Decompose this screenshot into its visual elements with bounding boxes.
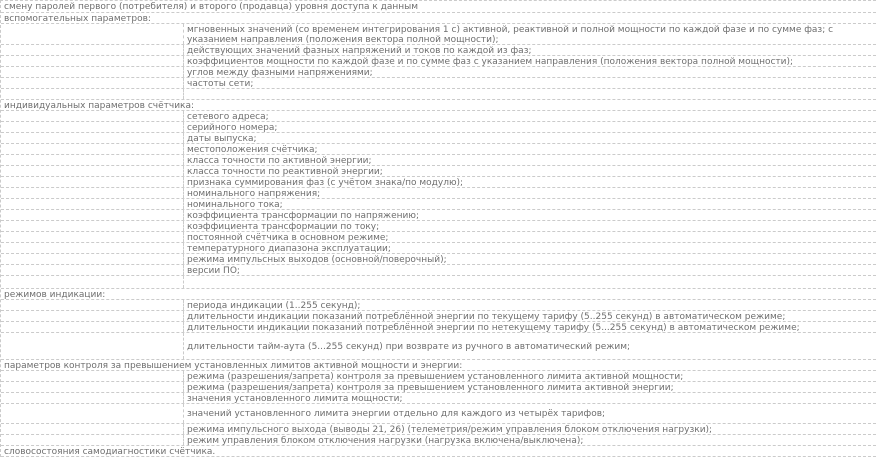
item-cell [184,232,876,242]
item-row [1,371,876,382]
item-cell [184,254,876,264]
item-cell [184,371,876,381]
indent-cell [1,435,184,445]
item-cell [184,111,876,121]
indent-cell [1,78,184,88]
indent-cell [1,276,184,288]
item-cell [184,393,876,403]
item-row [1,111,876,122]
item-row [1,424,876,435]
spacer-row [1,276,876,289]
item-row [1,322,876,333]
indent-cell [1,111,184,121]
item-cell [184,24,876,44]
indent-cell [1,424,184,434]
item-row [1,232,876,243]
indent-cell [1,221,184,231]
item-row [1,122,876,133]
item-label: номинального напряжения; [187,189,321,199]
section-row [1,446,876,457]
item-label: длительности индикации показаний потреблённой энергии по текущему тарифу (5..255 секунд) в автоматическом режиме; [187,312,786,322]
item-row [1,435,876,446]
item-cell [184,199,876,209]
item-row [1,265,876,276]
indent-cell [1,371,184,381]
item-row [1,56,876,67]
item-cell [184,144,876,154]
spacer-row [1,89,876,100]
item-label: постоянной счётчика в основном режиме; [187,233,389,243]
item-row [1,300,876,311]
indent-cell [1,243,184,253]
indent-cell [1,177,184,187]
indent-cell [1,404,184,423]
item-cell [184,322,876,332]
item-row [1,199,876,210]
item-row [1,133,876,144]
item-label: коэффициента трансформации по напряжению; [187,211,419,221]
item-row [1,404,876,424]
indent-cell [1,166,184,176]
indent-cell [1,188,184,198]
item-label: серийного номера; [187,123,278,133]
item-cell [184,177,876,187]
item-label: местоположения счётчика; [187,145,318,155]
indent-cell [1,300,184,310]
indent-cell [1,393,184,403]
indent-cell [1,199,184,209]
item-row [1,382,876,393]
item-cell [184,243,876,253]
indent-cell [1,210,184,220]
item-cell [184,56,876,66]
item-row [1,177,876,188]
item-cell [184,404,876,423]
item-row [1,243,876,254]
item-cell [184,333,876,359]
item-cell [184,67,876,77]
item-row [1,188,876,199]
item-row [1,78,876,89]
section-label: вспомогательных параметров: [4,14,151,23]
item-row [1,311,876,322]
item-cell [184,311,876,321]
indent-cell [1,155,184,165]
item-cell [184,276,876,288]
item-cell [184,221,876,231]
indent-cell [1,24,184,44]
indent-cell [1,45,184,55]
indent-cell [1,254,184,264]
item-label: режима (разрешения/запрета) контроля за превышением установленного лимита активной мощности; [187,372,684,382]
item-label: значения установленного лимита мощности; [187,394,403,404]
item-cell [184,188,876,198]
item-cell [184,166,876,176]
section-label: режимов индикации: [4,290,106,299]
indent-cell [1,311,184,321]
item-label: даты выпуска; [187,134,257,144]
item-label: коэффициента трансформации по току; [187,222,380,232]
item-cell [184,45,876,55]
item-label [184,276,876,277]
item-label: режима импульсного выхода (выводы 21, 26) (телеметрия/режим управления блоком отключения нагрузки); [187,425,713,435]
section-label: индивидуальных параметров счётчика: [4,101,195,110]
item-label: режим управления блоком отключения нагрузки (нагрузка включена/выключена); [187,436,584,446]
item-row [1,393,876,404]
item-row [1,210,876,221]
indent-cell [1,67,184,77]
item-label: частоты сети; [187,79,254,89]
item-label: режима импульсных выходов (основной/поверочный); [187,255,447,265]
item-label: сетевого адреса; [187,112,269,122]
item-label: версии ПО; [187,266,240,276]
item-cell [184,435,876,445]
section-row [1,289,876,300]
indent-cell [1,382,184,392]
indent-cell [1,56,184,66]
item-label: температурного диапазона эксплуатации; [187,244,391,254]
section-label: параметров контроля за превышением установленных лимитов активной мощности и энергии: [4,361,463,370]
item-row [1,155,876,166]
item-label: действующих значений фазных напряжений и токов по каждой из фаз; [187,46,532,56]
item-cell [184,424,876,434]
item-row [1,45,876,56]
indent-cell [1,232,184,242]
item-label: номинального тока; [187,200,283,210]
item-row [1,221,876,232]
item-cell [184,155,876,165]
section-label: словосостояния самодиагностики счётчика. [4,447,216,456]
item-label: периода индикации (1..255 секунд); [187,301,361,311]
section-row [1,360,876,371]
item-cell [184,133,876,143]
section-row [1,100,876,111]
item-cell [184,265,876,275]
indent-cell [1,89,184,99]
indent-cell [1,333,184,359]
indent-cell [1,133,184,143]
item-label: углов между фазными напряжениями; [187,68,373,78]
item-cell [184,210,876,220]
item-row [1,67,876,78]
section-label: смену паролей первого (потребителя) и второго (продавца) уровня доступа к данным [4,2,419,12]
indent-cell [1,144,184,154]
section-row [1,1,876,13]
item-row [1,24,876,45]
item-label: мгновенных значений (со временем интегрирования 1 с) активной, реактивной и полной мощности по каждой фазе и по сумме фаз; с указанием направления (положения вектора полной мощности); [187,25,834,45]
item-cell [184,89,876,99]
item-label [184,89,876,90]
section-row [1,13,876,24]
indent-cell [1,322,184,332]
item-cell [184,122,876,132]
item-row [1,254,876,265]
item-cell [184,78,876,88]
item-row [1,144,876,155]
item-cell [184,382,876,392]
indent-cell [1,122,184,132]
item-label: значений установленного лимита энергии отдельно для каждого из четырёх тарифов; [187,409,606,419]
item-label: длительности тайм-аута (5...255 секунд) при возврате из ручного в автоматический режим; [187,341,631,352]
item-label: режима (разрешения/запрета) контроля за превышением установленного лимита активной энергии; [187,383,674,393]
item-label: класса точности по активной энергии; [187,156,372,166]
item-label: признака суммирования фаз (с учётом знака/по модулю); [187,178,464,188]
item-label: класса точности по реактивной энергии; [187,167,383,177]
indent-cell [1,265,184,275]
item-label: длительности индикации показаний потреблённой энергии по нетекущему тарифу (5...255 секунд) в автоматическом режиме; [187,323,800,333]
item-label: коэффициентов мощности по каждой фазе и по сумме фаз с указанием направления (положения вектора полной мощности); [187,57,794,67]
item-row [1,333,876,360]
item-row [1,166,876,177]
item-cell [184,300,876,310]
